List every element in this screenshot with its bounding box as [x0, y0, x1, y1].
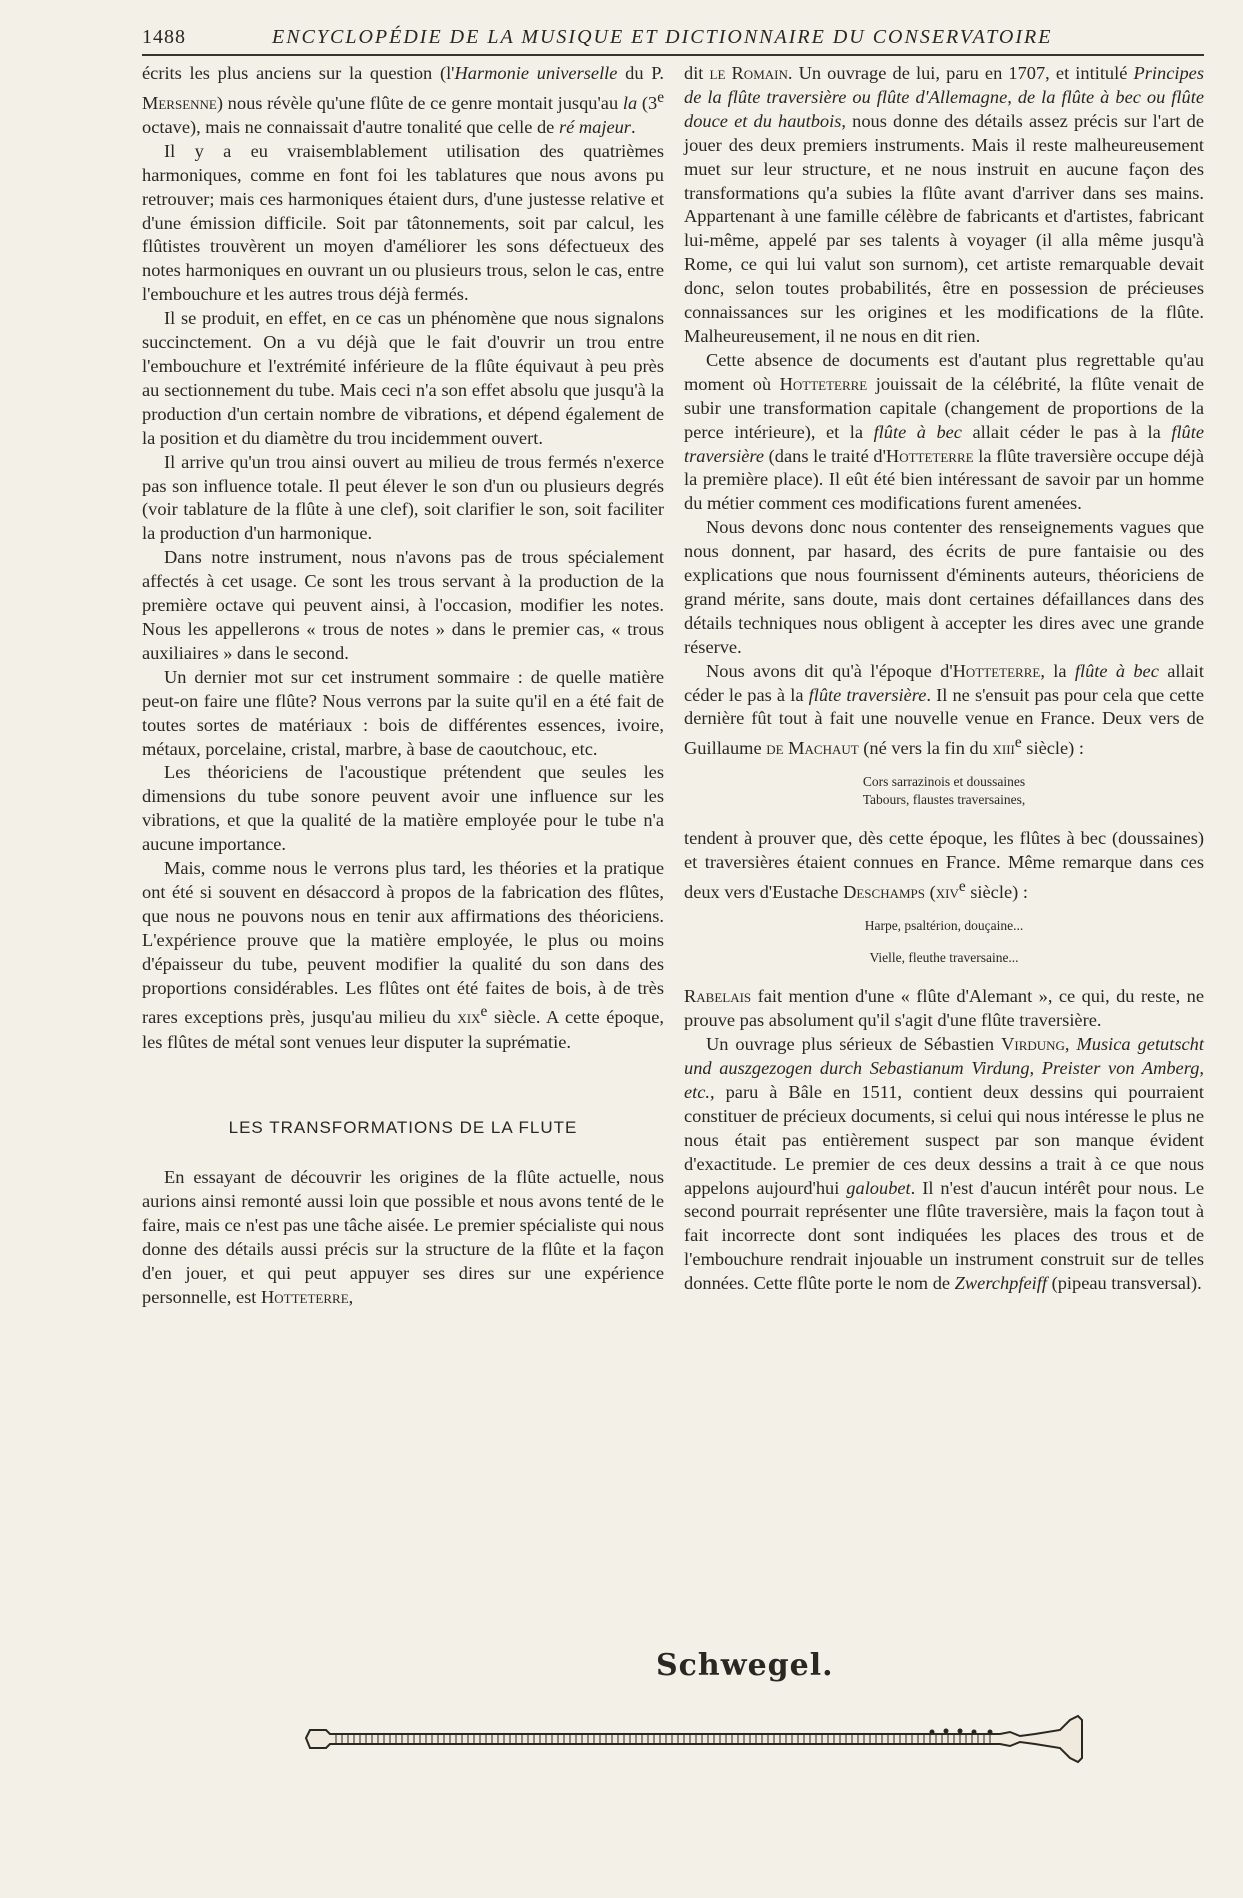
paragraph: Les théoriciens de l'acoustique prétendent que seules les dimensions du tube sonore peuvent avoir une influence sur les vibrations, et que la qualité de la matière employée pour le tube n'a aucune importance.	[142, 762, 664, 855]
paragraph: tendent à prouver que, dès cette époque, les flûtes à bec (doussaines) et traversières étaient connues en France. Même remarque dans ces deux vers d'Eustache Deschamps (xiv$^e$ siècle) :	[684, 828, 1204, 903]
page-header	[142, 26, 1077, 49]
paragraph: Il y a eu vraisemblablement utilisation des quatrièmes harmoniques, comme en font foi les tablatures que nous avons pu retrouver; mais ces harmoniques étaient durs, d'une justesse relative et d'une émission difficile. Soit par tâtonnements, soit par calcul, les flûtistes trouvèrent un moyen d'améliorer les sons défectueux des notes harmoniques en ouvrant un ou plusieurs trous, selon le cas, entre l'embouchure et les autres trous déjà fermés.	[142, 140, 664, 305]
paragraph: Nous avons dit qu'à l'époque d'Hotteterre, la flûte à bec allait céder le pas à la flûte traversière. Il ne s'ensuit pas pour cela que cette dernière fût tout à fait une nouvelle venue en France. Deux vers de Guillaume de Machaut (né vers la fin du xiii$^e$ siècle) :	[684, 660, 1204, 759]
verse-quote	[684, 773, 1204, 809]
verse-line: Cors sarrazinois et doussaines	[862, 774, 1026, 790]
paragraph: Mais, comme nous le verrons plus tard, les théories et la pratique ont été si souvent en désaccord à propos de la fabrication des flûtes, que nous ne pouvons nous en tenir aux affirmations des théoriciens. L'expérience prouve que la matière employée, le plus ou moins d'épaisseur du tube, peuvent modifier la qualité du son dans des proportions considérables. Les flûtes ont été faites de bois, à de très rares exceptions près, jusqu'au milieu du xix$^e$ siècle. A cette époque, les flûtes de métal sont venues leur disputer la suprématie.	[142, 858, 665, 1052]
paragraph: Un dernier mot sur cet instrument sommaire : de quelle matière peut-on faire une flûte? Nous verrons par la suite qu'il en a été fait de toutes sortes de matériaux : bois de différentes essences, ivoire, métaux, porcelaine, cristal, marbre, à base de caoutchouc, etc.	[142, 666, 664, 759]
paragraph: écrits les plus anciens sur la question (l'Harmonie universelle du P. Mersenne) nous révèle qu'une flûte de ce genre montait jusqu'au la (3e octave), mais ne connaissait d'autre tonalité que celle de ré majeur.	[142, 63, 665, 137]
figure-caption: Schwegel.	[656, 1648, 834, 1683]
section-heading: LES TRANSFORMATIONS DE LA FLUTE	[228, 1118, 578, 1138]
paragraph: Dans notre instrument, nous n'avons pas de trous spécialement affectés à cet usage. Ce sont les trous servant à la production de la première octave qui peuvent ainsi, à l'occasion, modifier les notes. Nous les appellerons « trous de notes » dans le premier cas, « trous auxiliaires » dans le second.	[142, 547, 664, 663]
verse-line: Tabours, flaustes traversaines,	[862, 792, 1026, 808]
paragraph: Un ouvrage plus sérieux de Sébastien Virdung, Musica getutscht und auszgezogen durch Sebastianum Virdung, Preister von Amberg, etc., paru à Bâle en 1511, contient deux dessins qui pourraient constituer de précieux documents, si celui qui nous intéresse le plus ne nous était pas entièrement suspect par son manque évident d'exactitude. Le premier de ces deux dessins a trait à ce que nous appelons aujourd'hui galoubet. Il n'est d'aucun intérêt pour nous. Le second pourrait représenter une flûte traversière, mais la façon tout à fait incorrecte dont sont indiquées les places des trous et de l'embouchure rendrait injouable un instrument construit sur de telles données. Cette flûte porte le nom de Zwerchpfeiff (pipeau transversal).	[684, 1034, 1205, 1294]
verse-line: Harpe, psaltérion, douçaine...	[864, 918, 1024, 934]
paragraph: Rabelais fait mention d'une « flûte d'Alemant », ce qui, du reste, ne prouve pas absolument qu'il s'agit d'une flûte traversière.	[684, 986, 1204, 1031]
paragraph: Nous devons donc nous contenter des renseignements vagues que nous donnent, par hasard, des écrits de pure fantaisie ou des explications que nous fournissent d'éminents auteurs, théoriciens de grand mérite, sans doute, mais dont certaines défaillances dans des détails techniques nous obligent à accepter les dires avec une grande réserve.	[684, 517, 1204, 657]
left-column	[142, 62, 664, 1310]
paragraph: Il arrive qu'un trou ainsi ouvert au milieu de trous fermés n'exerce pas son influence totale. Il peut élever le son d'un ou plusieurs degrés (voir tablature de la flûte à une clef), soit clarifier le son, soit faciliter la production d'un harmonique.	[142, 451, 664, 544]
verse-quote	[684, 917, 1204, 967]
header-rule	[142, 54, 1204, 56]
paragraph: Il se produit, en effet, en ce cas un phénomène que nous signalons succinctement. On a vu déjà que le fait d'ouvrir un trou entre l'embouchure et l'extrémité inférieure de la flûte équivaut à peu près au sectionnement du tube. Mais ceci n'a son effet absolu que jusqu'à la production d'un certain nombre de vibrations, et dépend également de la position et du diamètre du trou incidemment ouvert.	[142, 308, 664, 448]
paragraph: En essayant de découvrir les origines de la flûte actuelle, nous aurions ainsi remonté aussi loin que possible et nous avons tenté de le faire, mais ce n'est pas une tâche aisée. Le premier spécialiste qui nous donne des détails aussi précis sur la structure de la flûte et la façon d'en jouer, et qui peut appuyer ses dires sur une expérience personnelle, est Hotteterre,	[142, 1167, 664, 1307]
running-title: ENCYCLOPÉDIE DE LA MUSIQUE ET DICTIONNAIRE DU CONSERVATOIRE	[272, 26, 1053, 48]
paragraph: Cette absence de documents est d'autant plus regrettable qu'au moment où Hotteterre jouissait de la célébrité, la flûte venait de subir une transformation capitale (changement de proportions de la perce intérieure), et la flûte à bec allait céder le pas à la flûte traversière (dans le traité d'Hotteterre la flûte traversière occupe déjà la première place). Il eût été bien intéressant de savoir par un homme du métier comment ces modifications furent amenées.	[684, 349, 1205, 514]
right-column	[684, 62, 1204, 1296]
flute-illustration	[300, 1712, 1100, 1766]
page-number: 1488	[142, 26, 186, 48]
verse-line: Vielle, fleuthe traversaine...	[869, 950, 1019, 966]
paragraph: dit le Romain. Un ouvrage de lui, paru en 1707, et intitulé Principes de la flûte traversière ou flûte d'Allemagne, de la flûte à bec ou flûte douce et du hautbois, nous donne des détails assez précis sur l'art de jouer des deux premiers instruments. Mais il reste malheureusement muet sur leur structure, et ne nous instruit en aucune façon des transformations qu'a subies la flûte avant d'arriver dans ses mains. Appartenant à une famille célèbre de fabricants et d'artistes, fabricant lui-même, appelé par ses talents à voyager (il alla même jusqu'à Rome, ce qui lui valut son surnom), cet artiste remarquable devait donc, selon toutes probabilités, être en possession de précieuses connaissances sur les origines et les modifications de la flûte. Malheureusement, il ne nous en dit rien.	[684, 63, 1204, 346]
